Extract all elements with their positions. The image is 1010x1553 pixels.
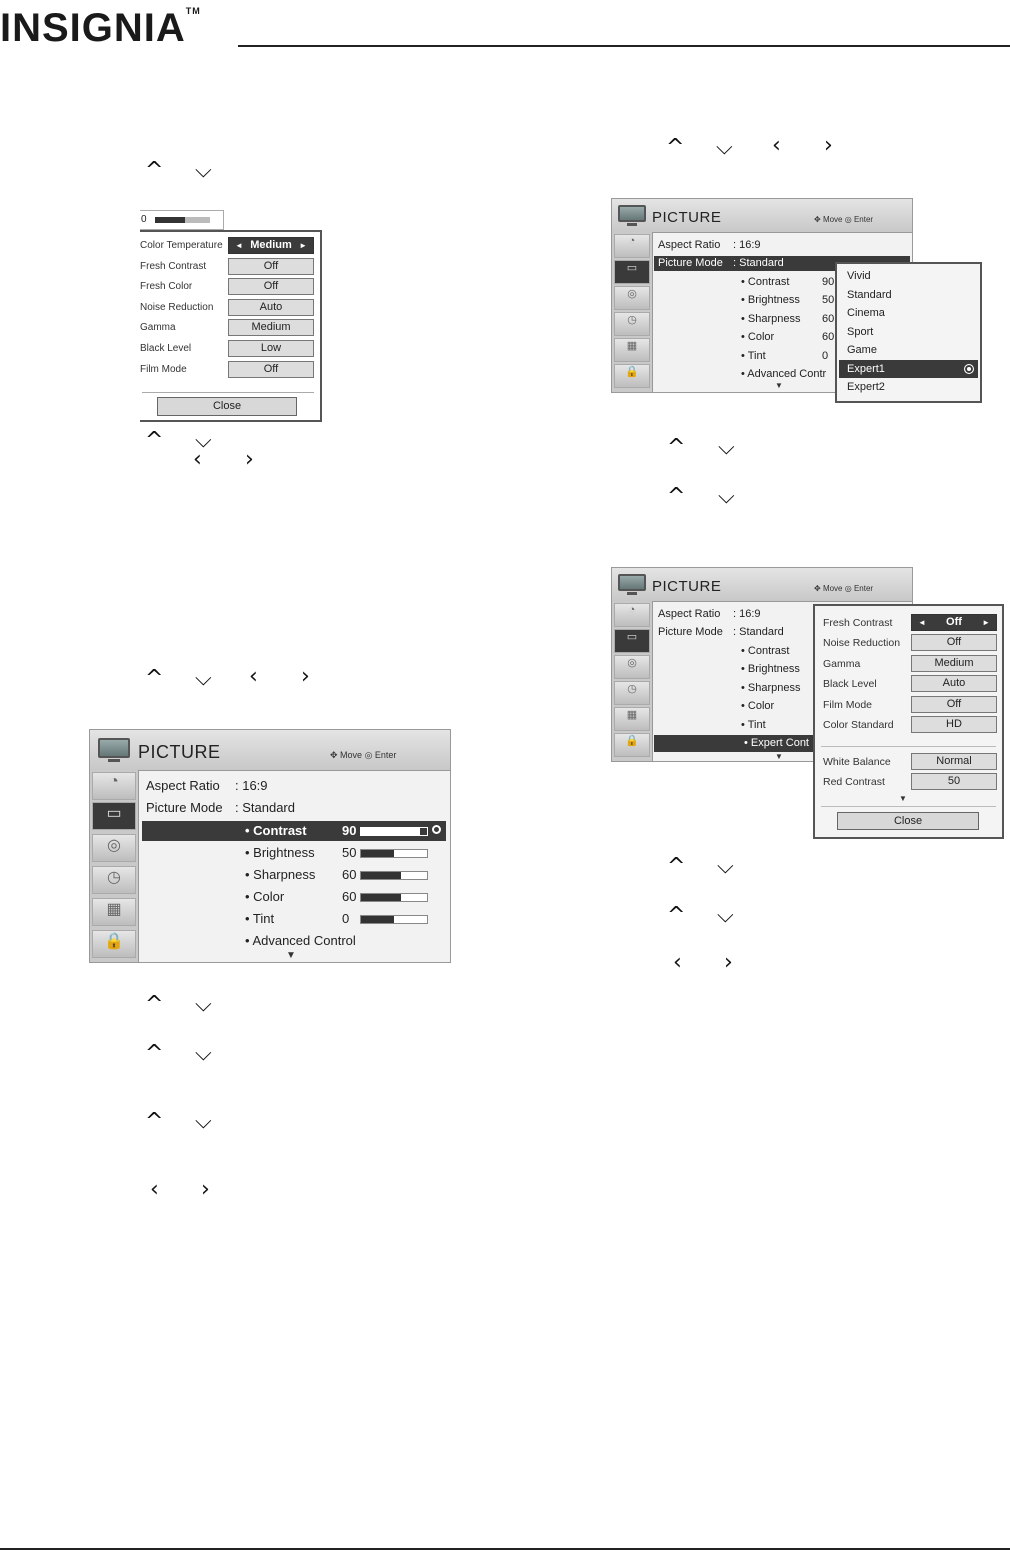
sidebar-lock-icon[interactable]: 🔒 [614,364,650,388]
picture-mode-popup [835,262,982,403]
setting-value[interactable]: HD [911,716,997,733]
down-arrow-icon: ⌵ [195,428,212,453]
setting-row[interactable] [815,655,1002,672]
picture-item-label[interactable]: • Tint [741,349,766,362]
sidebar-audio-icon[interactable]: ◎ [614,655,650,679]
sidebar-audio-icon[interactable]: ◎ [614,286,650,310]
setting-label: Fresh Color [140,281,193,293]
picture-item-label[interactable]: • Brightness [741,663,800,676]
picture-mode-value: : Standard [733,626,784,638]
picture-mode-label: Picture Mode [658,626,723,638]
level-bar-fill [361,828,420,835]
left-arrow-icon: ‹ [249,664,258,689]
level-bar[interactable] [360,893,428,902]
up-arrow-icon: ^ [667,854,686,879]
setting-row[interactable] [815,696,1002,713]
down-arrow-icon: ⌵ [718,435,735,460]
left-arrow-icon: ‹ [673,950,682,975]
sidebar-setup-icon[interactable]: ◔ [92,772,136,800]
setting-value[interactable]: Off [228,361,314,378]
scroll-down-icon: ▼ [775,752,783,761]
picture-item-label[interactable]: • Color [741,331,775,344]
setting-label: Gamma [140,322,176,334]
setting-label: Color Temperature [140,240,223,251]
down-arrow-icon: ⌵ [717,903,734,928]
menu-title: PICTURE [652,209,722,226]
scroll-down-icon: ▼ [286,950,296,961]
down-arrow-icon: ⌵ [716,135,733,160]
down-arrow-icon: ⌵ [195,1041,212,1066]
header-rule [238,45,1010,47]
setting-row[interactable] [815,675,1002,692]
setting-row[interactable] [815,753,1002,770]
setting-label: Black Level [823,678,877,691]
picture-item-label[interactable]: • Sharpness [741,312,801,325]
sidebar-setup-icon[interactable]: ◔ [614,603,650,627]
sidebar [612,232,653,392]
picture-item-label[interactable]: • Brightness [741,294,800,307]
picture-item-value: 50 [822,294,835,307]
setting-label: Color Standard [823,719,894,731]
menu-header [90,730,450,771]
nav-hint: ✥ Move ◎ Enter [330,750,397,760]
right-triangle-icon[interactable]: ► [299,241,307,250]
level-bar-fill [361,872,401,879]
level-bar[interactable] [360,871,428,880]
picture-item-label[interactable]: • Contrast [245,823,307,838]
aspect-ratio-value: : 16:9 [733,608,761,620]
picture-item-value: 60 [342,867,357,882]
close-button[interactable]: Close [157,397,297,416]
right-arrow-icon: › [724,950,733,975]
expert-control-item[interactable]: • Expert Cont [744,737,809,749]
up-arrow-icon: ^ [145,666,164,691]
mode-option-label: Sport [847,325,874,338]
setting-row[interactable] [140,278,320,295]
picture-item-label[interactable]: • Sharpness [245,867,316,882]
picture-item-label[interactable]: • Color [245,889,285,904]
mode-option[interactable] [839,360,978,378]
sidebar-lock-icon[interactable]: 🔒 [614,733,650,757]
aspect-ratio-label: Aspect Ratio [146,778,220,793]
setting-value[interactable]: Medium [911,655,997,672]
up-arrow-icon: ^ [145,158,164,183]
down-arrow-icon: ⌵ [195,992,212,1017]
menu-title: PICTURE [652,578,722,595]
left-arrow-icon: ‹ [772,133,781,158]
sidebar-time-icon[interactable]: ◷ [92,866,136,894]
setting-value[interactable]: Auto [228,299,314,316]
up-arrow-icon: ^ [667,903,686,928]
setting-value[interactable]: Auto [911,675,997,692]
picture-item-label[interactable]: • Contrast [741,645,790,657]
left-triangle-icon[interactable]: ◄ [918,618,926,627]
mode-option[interactable] [839,267,978,285]
right-triangle-icon[interactable]: ► [982,618,990,627]
left-arrow-icon: ‹ [150,1177,159,1202]
up-arrow-icon: ^ [667,435,686,460]
picture-item-label[interactable]: • Tint [741,718,766,731]
sidebar-option-icon[interactable]: ▦ [614,338,650,362]
right-arrow-icon: › [245,447,254,472]
left-arrow-icon: ‹ [193,447,202,472]
mode-option[interactable] [839,378,978,396]
aspect-ratio-label: Aspect Ratio [658,608,721,620]
down-arrow-icon: ⌵ [717,854,734,879]
picture-item-label[interactable]: • Contrast [741,276,790,288]
setting-label: Noise Reduction [140,301,214,313]
level-bar-fill [361,916,394,923]
setting-value[interactable]: Medium [228,319,314,336]
brand-logo: INSIGNIA™ [0,6,201,50]
setting-row[interactable] [140,299,320,316]
advanced-control-partial-bar: 0 [140,210,224,230]
picture-mode-label: Picture Mode [146,800,223,815]
mode-option[interactable] [839,323,978,341]
setting-row[interactable] [815,634,1002,651]
select-radio-icon [964,364,974,374]
setting-label: Noise Reduction [823,637,901,650]
sidebar [612,601,653,761]
level-bar[interactable] [360,849,428,858]
mode-option-label: Vivid [847,270,871,282]
setting-row[interactable] [140,258,320,275]
setting-value[interactable]: Off [911,696,997,713]
down-arrow-icon: ⌵ [718,484,735,509]
setting-value[interactable]: Off [911,634,997,651]
nav-hint: ✥ Move ◎ Enter [814,215,874,224]
picture-mode-label: Picture Mode [658,257,723,269]
sidebar-time-icon[interactable]: ◷ [614,681,650,705]
up-arrow-icon: ^ [145,428,164,453]
mode-option-label: Cinema [847,307,885,319]
menu-header [612,199,912,233]
picture-mode-value: : Standard [235,800,295,815]
picture-item-value: 60 [342,889,357,904]
level-bar-fill [361,850,394,857]
sidebar [90,770,139,962]
setting-label: White Balance [823,756,891,768]
mode-option[interactable] [839,304,978,322]
scroll-down-icon: ▼ [899,794,907,803]
setting-label: Gamma [823,657,861,670]
setting-label: Red Contrast [823,776,885,789]
down-arrow-icon: ⌵ [195,666,212,691]
aspect-ratio-label: Aspect Ratio [658,239,721,251]
sidebar-picture-icon[interactable]: ▭ [92,802,136,830]
setting-value[interactable] [228,237,314,254]
setting-value[interactable] [911,614,997,631]
menu-title: PICTURE [138,742,221,762]
mode-option[interactable] [839,286,978,304]
mode-option-label: Expert1 [847,362,885,375]
setting-label: Film Mode [140,363,187,375]
sidebar-picture-icon[interactable]: ▭ [614,629,650,653]
footer-rule [0,1548,1010,1550]
picture-item-value: 60 [822,331,835,344]
picture-item-value: 90 [342,823,357,838]
setting-value[interactable]: Off [228,278,314,295]
advanced-control-dialog [140,230,322,422]
picture-mode-value: : Standard [733,257,784,269]
advanced-control-item[interactable]: • Advanced Control [245,933,356,948]
aspect-ratio-value: : 16:9 [733,239,761,251]
setting-value-text: Medium [250,239,292,251]
right-arrow-icon: › [301,664,310,689]
level-bar-fill [361,894,401,901]
picture-item-value: 0 [822,349,829,362]
setting-label: Black Level [140,343,192,354]
picture-menu-large [89,729,451,963]
tv-icon [618,205,646,222]
up-arrow-icon: ^ [667,484,686,509]
sidebar-option-icon[interactable]: ▦ [92,898,136,926]
setting-row[interactable] [140,361,320,378]
sidebar-option-icon[interactable]: ▦ [614,707,650,731]
up-arrow-icon: ^ [145,1041,164,1066]
setting-value[interactable]: Off [228,258,314,275]
sidebar-lock-icon[interactable]: 🔒 [92,930,136,958]
setting-value[interactable]: 50 [911,773,997,790]
level-bar[interactable] [360,827,428,836]
aspect-ratio-value: : 16:9 [235,778,268,793]
setting-row[interactable] [140,319,320,336]
nav-hint: ✥ Move ◎ Enter [814,584,874,593]
setting-label: Film Mode [823,698,873,711]
up-arrow-icon: ^ [145,992,164,1017]
setting-row[interactable] [815,614,1002,631]
setting-row[interactable] [815,773,1002,790]
sidebar-audio-icon[interactable]: ◎ [92,834,136,862]
mode-option-label: Game [847,344,877,356]
setting-value[interactable]: Low [228,340,314,357]
setting-row[interactable] [140,340,320,357]
mode-option[interactable] [839,341,978,359]
sidebar-picture-icon[interactable]: ▭ [614,260,650,284]
tv-icon [618,574,646,591]
up-arrow-icon: ^ [145,1109,164,1134]
setting-row[interactable] [815,716,1002,733]
down-arrow-icon: ⌵ [195,158,212,183]
picture-item-value: 50 [342,845,357,860]
picture-item-value: 90 [822,276,835,288]
left-triangle-icon[interactable]: ◄ [235,241,243,250]
picture-item-label[interactable]: • Sharpness [741,681,801,694]
scroll-down-icon: ▼ [775,381,783,390]
picture-item-value: 0 [342,911,350,926]
down-arrow-icon: ⌵ [195,1109,212,1134]
right-arrow-icon: › [201,1177,210,1202]
sidebar-time-icon[interactable]: ◷ [614,312,650,336]
level-bar[interactable] [360,915,428,924]
right-arrow-icon: › [824,133,833,158]
setting-value-text: Off [946,616,962,628]
picture-item-label[interactable]: • Tint [245,911,275,926]
up-arrow-icon: ^ [666,135,685,160]
close-button[interactable]: Close [837,812,979,830]
picture-item-label[interactable]: • Color [741,700,775,713]
picture-item-label[interactable]: • Brightness [245,845,315,860]
setting-row[interactable] [140,237,320,254]
picture-item-value: 60 [822,312,835,325]
mode-option-label: Standard [847,288,892,301]
expert-control-dialog [813,604,1004,839]
select-radio-icon [432,825,441,834]
setting-label: Fresh Contrast [140,260,207,272]
menu-header [612,568,912,602]
setting-label: Fresh Contrast [823,617,893,629]
tv-icon [98,738,130,758]
setting-value[interactable]: Normal [911,753,997,770]
mode-option-label: Expert2 [847,381,885,393]
advanced-control-item[interactable]: • Advanced Contr [741,368,827,380]
sidebar-setup-icon[interactable]: ◔ [614,234,650,258]
